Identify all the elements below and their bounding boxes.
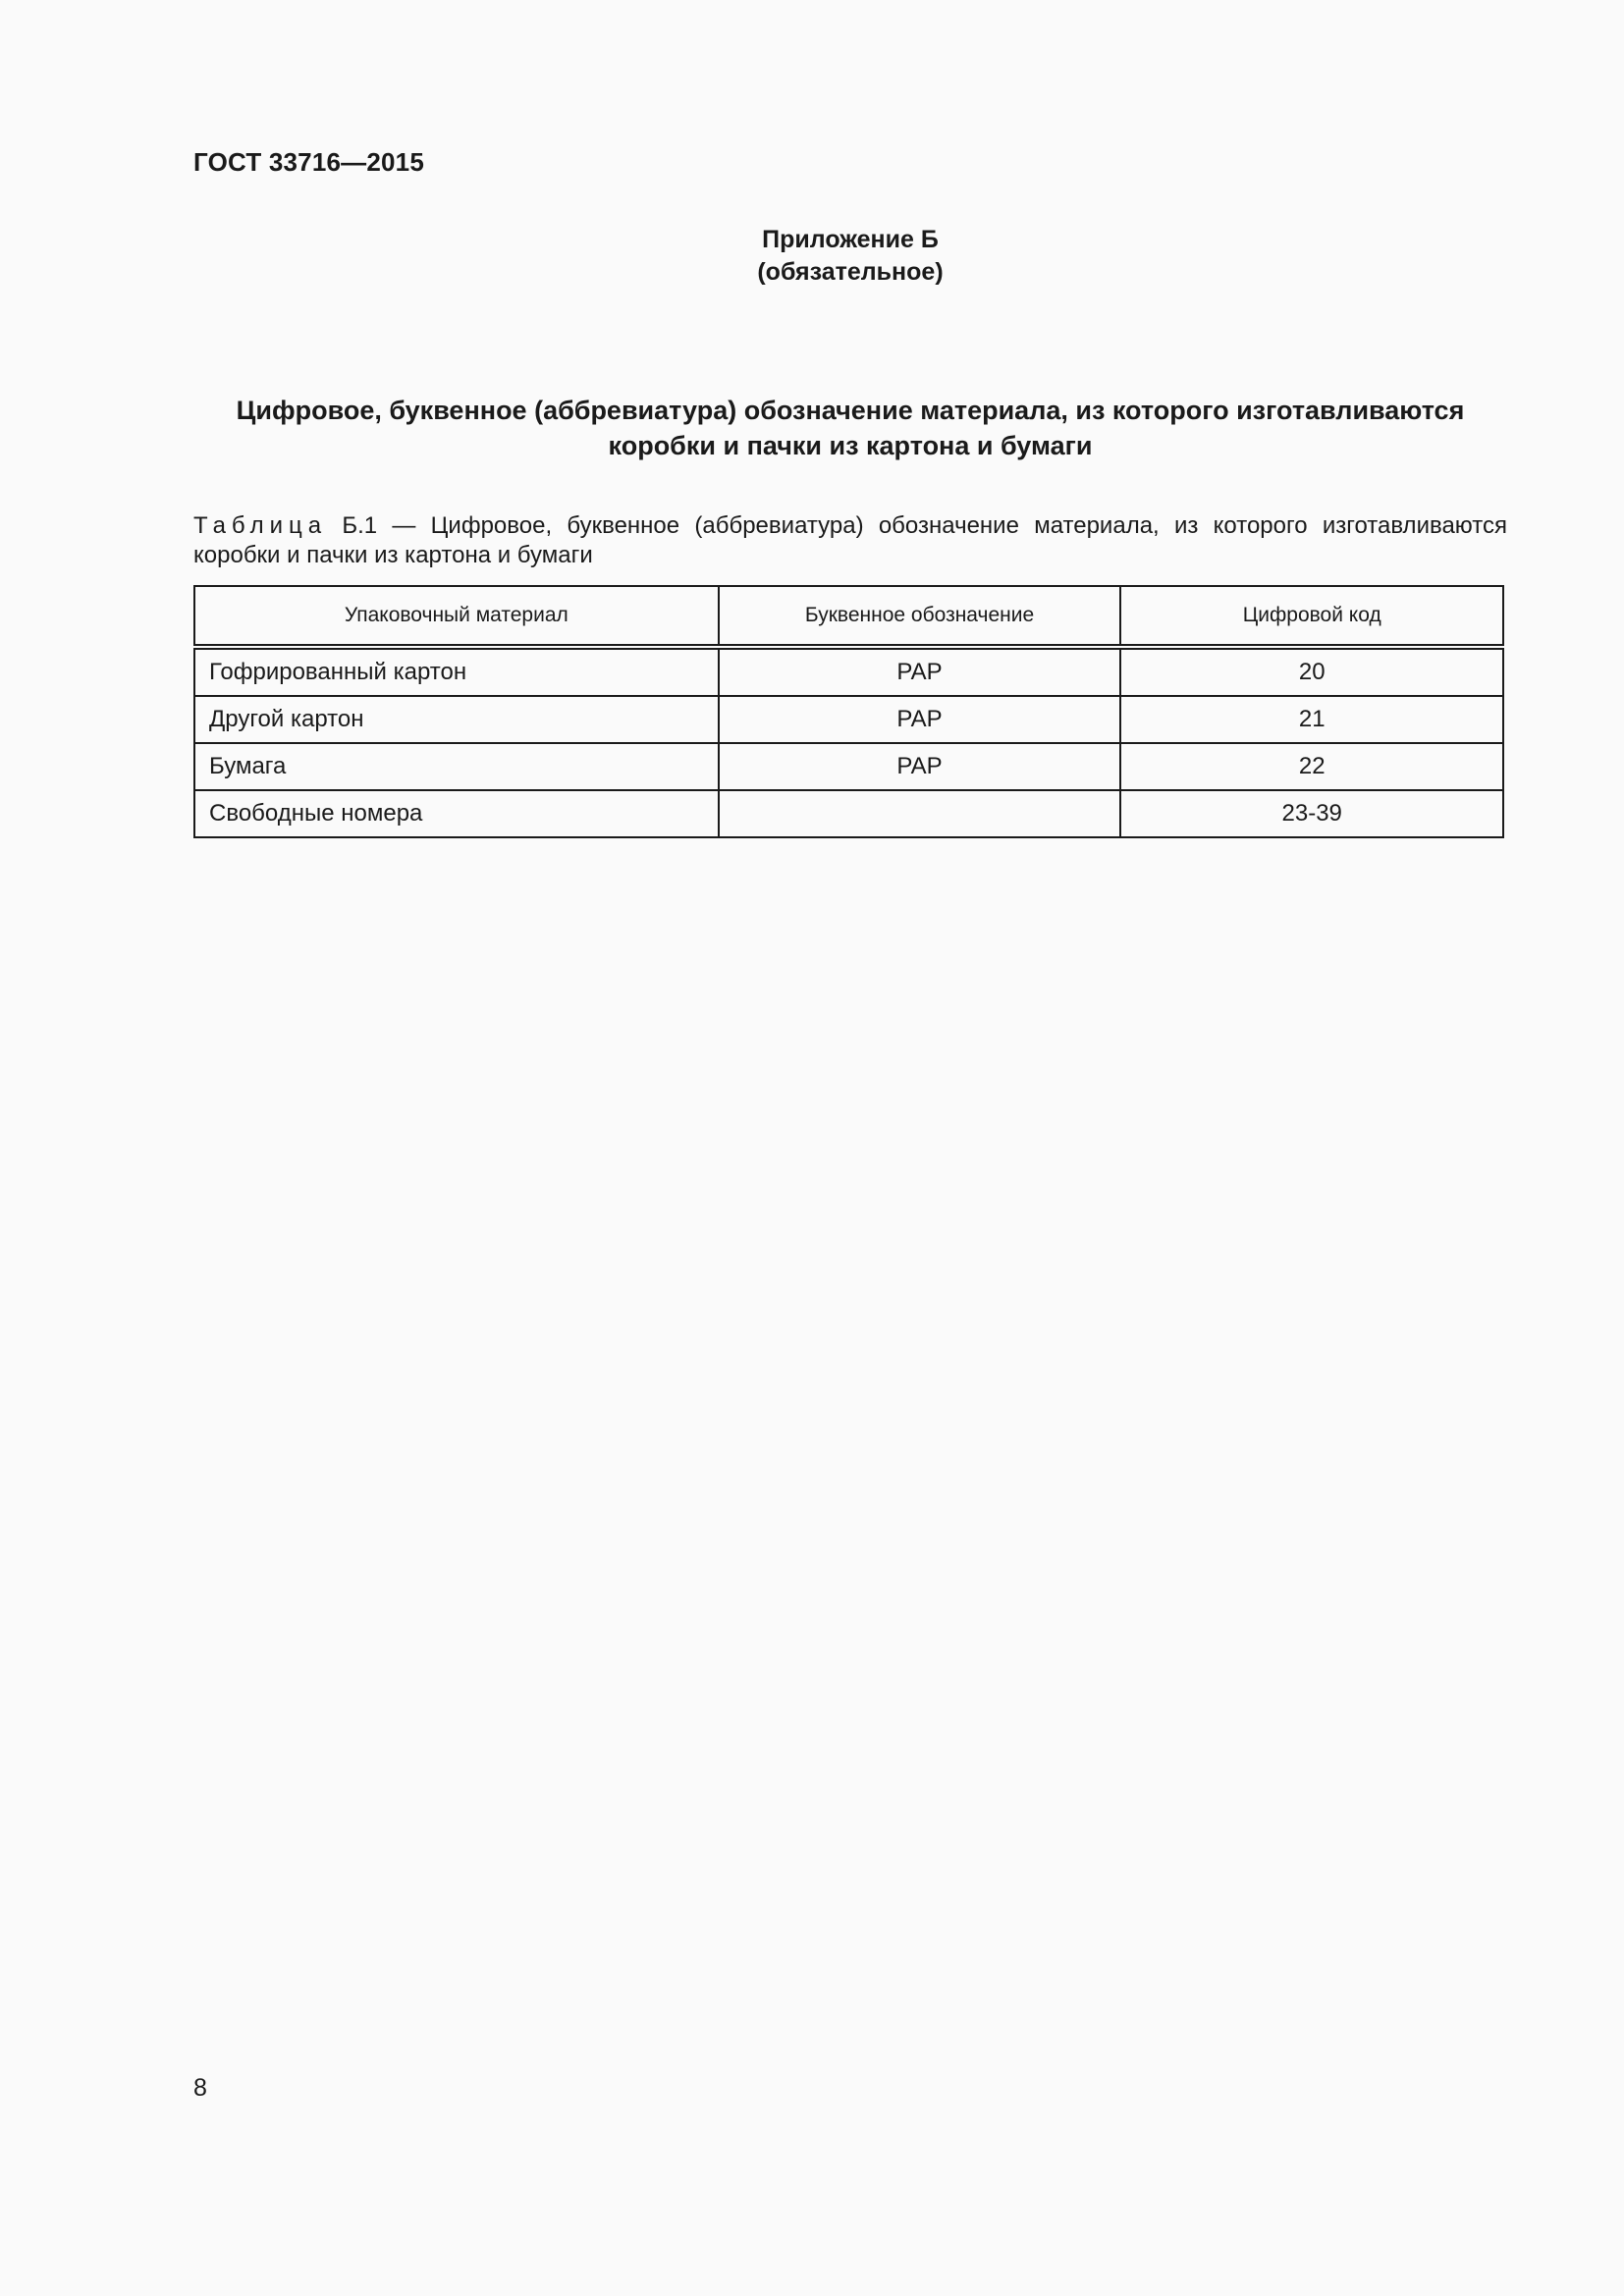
section-title-line-1: Цифровое, буквенное (аббревиатура) обозначение материала, из которого изготавливаются xyxy=(236,396,1465,425)
cell-material: Гофрированный картон xyxy=(194,647,719,696)
cell-digital-code: 22 xyxy=(1120,743,1503,790)
table-row xyxy=(194,696,1503,743)
table-row xyxy=(194,743,1503,790)
cell-digital-code: 20 xyxy=(1120,647,1503,696)
appendix-heading xyxy=(193,224,1507,289)
header-digital-code: Цифровой код xyxy=(1120,586,1503,647)
table-row xyxy=(194,647,1503,696)
table-caption xyxy=(193,511,1507,570)
cell-material: Бумага xyxy=(194,743,719,790)
page-number: 8 xyxy=(193,2074,207,2102)
header-letter-designation: Буквенное обозначение xyxy=(719,586,1121,647)
table-row xyxy=(194,790,1503,837)
section-title-line-2: коробки и пачки из картона и бумаги xyxy=(608,431,1093,460)
cell-letter-code xyxy=(719,790,1121,837)
cell-material: Свободные номера xyxy=(194,790,719,837)
header-packaging-material: Упаковочный материал xyxy=(194,586,719,647)
appendix-title: Приложение Б xyxy=(762,226,939,253)
cell-letter-code: PAP xyxy=(719,647,1121,696)
document-code: ГОСТ 33716—2015 xyxy=(193,147,424,177)
material-code-table xyxy=(193,585,1504,838)
table-header-row xyxy=(194,586,1503,647)
cell-material: Другой картон xyxy=(194,696,719,743)
appendix-status: (обязательное) xyxy=(757,258,944,286)
section-title xyxy=(193,393,1507,463)
table-caption-text: Б.1 — Цифровое, буквенное (аббревиатура) обозначение материала, из которого изготавливаются коробки и пачки из картона и бумаги xyxy=(193,512,1507,568)
cell-digital-code: 21 xyxy=(1120,696,1503,743)
table-caption-label: Таблица xyxy=(193,512,328,539)
cell-letter-code: PAP xyxy=(719,743,1121,790)
cell-letter-code: PAP xyxy=(719,696,1121,743)
cell-digital-code: 23-39 xyxy=(1120,790,1503,837)
